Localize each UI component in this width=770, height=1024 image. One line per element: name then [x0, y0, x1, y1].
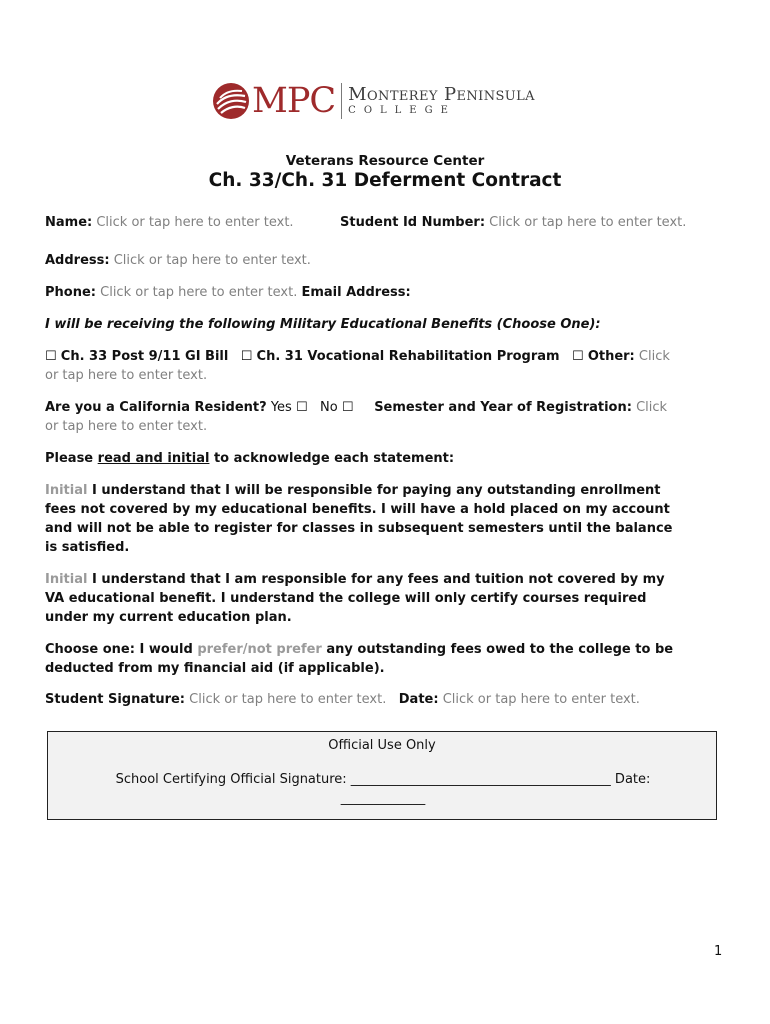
acknowledge-underlined: read and initial [97, 451, 210, 466]
student-id-row [340, 213, 740, 232]
other-field-start[interactable]: Click [638, 349, 670, 364]
address-row [45, 251, 735, 270]
option-ch33-label: Ch. 33 Post 9/11 GI Bill [60, 349, 229, 364]
checkbox-resident-no[interactable]: ☐ [341, 400, 354, 415]
statement-1-line-3: and will not be able to register for classes in subsequent semesters until the balance [45, 521, 673, 536]
address-label: Address: [45, 253, 110, 268]
email-label: Email Address: [301, 285, 411, 300]
phone-row [45, 283, 735, 302]
semester-field-start[interactable]: Click [636, 400, 668, 415]
name-field[interactable]: Click or tap here to enter text. [96, 215, 294, 230]
choose-suffix-1: any outstanding fees owed to the college to be [326, 642, 674, 657]
benefits-other-cont [45, 366, 735, 385]
option-other-label: Other: [587, 349, 635, 364]
logo-wordmark [348, 85, 535, 117]
choose-prefix: Choose one: I would [45, 642, 193, 657]
official-date-blank: _____________ [340, 791, 426, 806]
residency-question: Are you a California Resident? [45, 400, 267, 415]
statement-2 [45, 570, 735, 589]
acknowledge-suffix: to acknowledge each statement: [213, 451, 455, 466]
benefits-options [45, 347, 735, 366]
student-signature-field[interactable]: Click or tap here to enter text. [189, 692, 387, 707]
choose-line [45, 640, 735, 659]
semester-label: Semester and Year of Registration: [374, 400, 632, 415]
official-use-box [47, 731, 717, 820]
checkbox-ch31[interactable]: ☐ [240, 349, 253, 364]
residency-yes-label: Yes [270, 400, 292, 415]
logo-abbr: MPC [252, 81, 336, 121]
college-logo [212, 80, 535, 122]
initial-field-2[interactable]: Initial [45, 572, 88, 587]
page-title: Ch. 33/Ch. 31 Deferment Contract [208, 170, 562, 191]
date-field[interactable]: Click or tap here to enter text. [442, 692, 640, 707]
address-field[interactable]: Click or tap here to enter text. [113, 253, 311, 268]
semester-field-cont[interactable]: or tap here to enter text. [45, 419, 208, 434]
acknowledge-line [45, 449, 735, 468]
residency-no-label: No [320, 400, 338, 415]
residency-row [45, 398, 735, 417]
page-subtitle: Veterans Resource Center [285, 153, 485, 169]
preference-dropdown[interactable]: prefer/not prefer [197, 642, 322, 657]
statement-1-line-1: I understand that I will be responsible for paying any outstanding enrollment [91, 483, 661, 498]
statement-2-line-3: under my current education plan. [45, 610, 292, 625]
checkbox-resident-yes[interactable]: ☐ [295, 400, 308, 415]
checkbox-ch33[interactable]: ☐ [45, 349, 57, 364]
name-label: Name: [45, 215, 93, 230]
date-label: Date: [398, 692, 439, 707]
semester-cont [45, 417, 735, 436]
signature-row [45, 690, 735, 709]
initial-field-1[interactable]: Initial [45, 483, 88, 498]
official-signature-line [88, 770, 678, 808]
phone-label: Phone: [45, 285, 96, 300]
page-number: 1 [714, 944, 723, 959]
option-ch31-label: Ch. 31 Vocational Rehabilitation Program [256, 349, 560, 364]
official-signature-text: School Certifying Official Signature: ________________________________________ Date: [115, 772, 651, 787]
checkbox-other[interactable]: ☐ [572, 349, 584, 364]
mpc-wave-icon [212, 82, 250, 120]
logo-divider [341, 83, 342, 119]
statement-1-line-4: is satisfied. [45, 540, 130, 555]
official-use-heading: Official Use Only [328, 738, 436, 753]
statement-2-line-2: VA educational benefit. I understand the college will only certify courses required [45, 591, 647, 606]
choose-suffix-2: deducted from my financial aid (if applicable). [45, 661, 385, 676]
student-id-field[interactable]: Click or tap here to enter text. [489, 215, 687, 230]
statement-1 [45, 481, 735, 500]
logo-line1: Monterey Peninsula [348, 84, 535, 105]
acknowledge-prefix: Please [45, 451, 94, 466]
benefits-prompt: I will be receiving the following Military Educational Benefits (Choose One): [45, 317, 601, 332]
statement-1-line-2: fees not covered by my educational benefits. I will have a hold placed on my account [45, 502, 670, 517]
student-signature-label: Student Signature: [45, 692, 185, 707]
statement-2-line-1: I understand that I am responsible for any fees and tuition not covered by my [91, 572, 665, 587]
logo-line2: COLLEGE [348, 105, 456, 116]
student-id-label: Student Id Number: [340, 215, 486, 230]
phone-field[interactable]: Click or tap here to enter text. [100, 285, 298, 300]
other-field-cont[interactable]: or tap here to enter text. [45, 368, 208, 383]
